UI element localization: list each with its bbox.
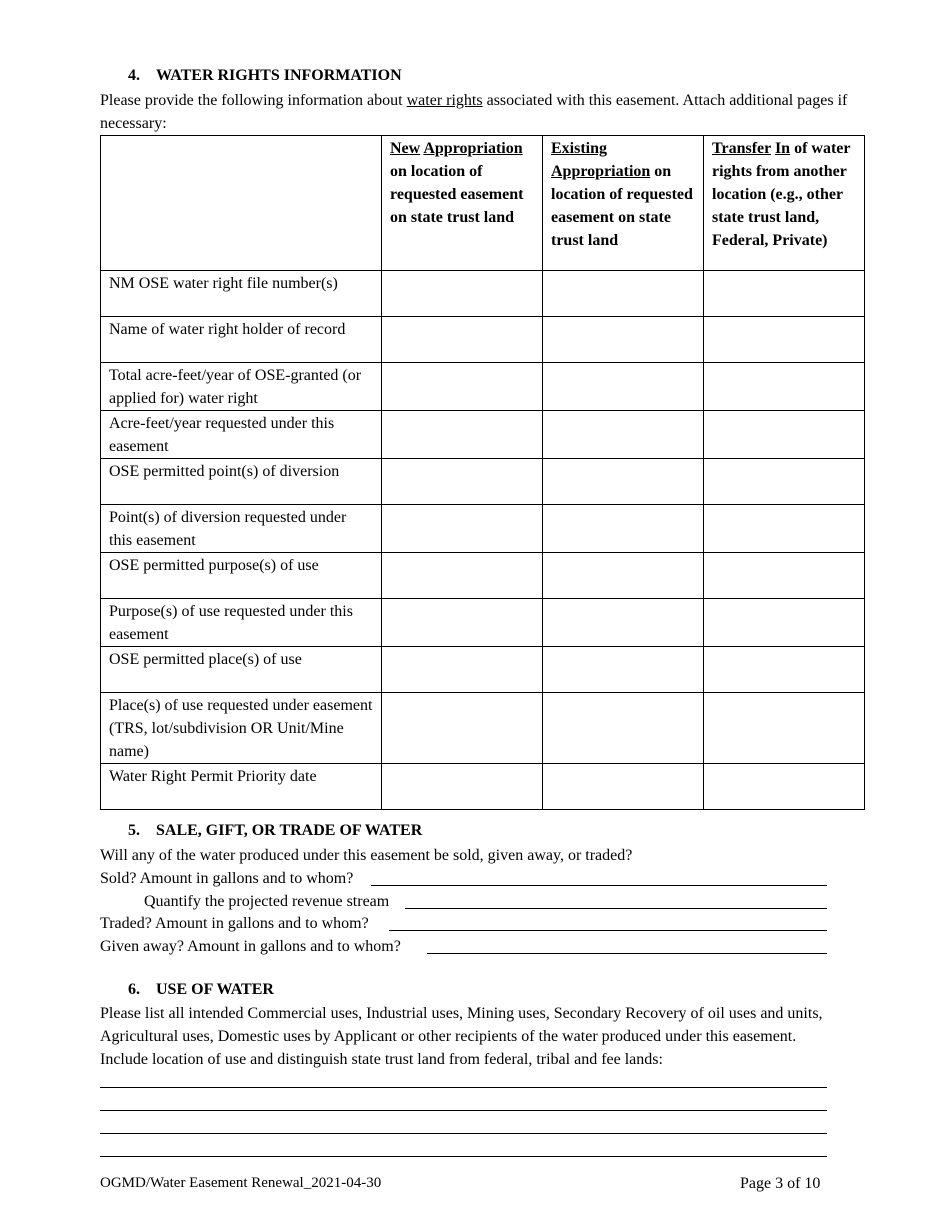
input-cell[interactable]	[543, 764, 704, 810]
table-row	[101, 764, 865, 810]
sold-answer-line[interactable]	[371, 885, 827, 886]
section-6-number: 6.	[128, 981, 140, 998]
table-row	[101, 317, 865, 363]
input-cell[interactable]	[382, 271, 543, 317]
input-cell[interactable]	[382, 459, 543, 505]
given-answer-line[interactable]	[427, 953, 827, 954]
input-cell[interactable]	[382, 599, 543, 647]
input-cell[interactable]	[704, 764, 865, 810]
input-cell[interactable]	[382, 764, 543, 810]
input-cell[interactable]	[382, 647, 543, 693]
section-5-heading	[128, 822, 422, 840]
input-cell[interactable]	[704, 693, 865, 764]
input-cell[interactable]	[382, 411, 543, 459]
section-5-title: SALE, GIFT, OR TRADE OF WATER	[156, 822, 423, 839]
footer-form-id: OGMD/Water Easement Renewal_2021-04-30	[100, 1175, 382, 1191]
table-row	[101, 647, 865, 693]
input-cell[interactable]	[382, 363, 543, 411]
row-label: Water Right Permit Priority date	[101, 764, 382, 810]
table-row	[101, 599, 865, 647]
input-cell[interactable]	[543, 505, 704, 553]
input-cell[interactable]	[704, 553, 865, 599]
section-6-title: USE OF WATER	[156, 981, 274, 998]
use-answer-line[interactable]	[100, 1087, 827, 1088]
footer-page-number: Page 3 of 10	[740, 1175, 821, 1192]
row-label: Place(s) of use requested under easement (TRS, lot/subdivision OR Unit/Mine name)	[101, 693, 382, 764]
header-transfer-in: Transfer In of water rights from another location (e.g., other state trust land, Federal, Private)	[704, 136, 865, 271]
table-row	[101, 411, 865, 459]
header-new-appropriation: New Appropriation on location of requested easement on state trust land	[382, 136, 543, 271]
section-5-number: 5.	[128, 822, 140, 839]
section-5-question: Will any of the water produced under this easement be sold, given away, or traded?	[100, 847, 633, 864]
input-cell[interactable]	[704, 363, 865, 411]
table-header-row	[101, 136, 865, 271]
input-cell[interactable]	[382, 693, 543, 764]
revenue-label: Quantify the projected revenue stream	[144, 893, 390, 910]
row-label: OSE permitted place(s) of use	[101, 647, 382, 693]
row-label: Point(s) of diversion requested under this easement	[101, 505, 382, 553]
section-6-heading	[128, 981, 274, 999]
section-4-number: 4.	[128, 67, 140, 84]
use-answer-line[interactable]	[100, 1133, 827, 1134]
input-cell[interactable]	[543, 459, 704, 505]
section-6-instructions: Please list all intended Commercial uses, Industrial uses, Mining uses, Secondary Recovery of oil uses and units, Agricultural uses, Domestic uses by Applicant or other recipients of the water produced under this easement. Include location of use and distinguish state trust land from federal, tribal and fee lands:	[100, 1005, 823, 1068]
row-label: OSE permitted purpose(s) of use	[101, 553, 382, 599]
use-answer-line[interactable]	[100, 1156, 827, 1157]
given-label: Given away? Amount in gallons and to whom?	[100, 938, 401, 955]
input-cell[interactable]	[382, 317, 543, 363]
input-cell[interactable]	[704, 271, 865, 317]
input-cell[interactable]	[543, 553, 704, 599]
sold-label: Sold? Amount in gallons and to whom?	[100, 870, 354, 887]
input-cell[interactable]	[704, 505, 865, 553]
input-cell[interactable]	[543, 317, 704, 363]
input-cell[interactable]	[543, 647, 704, 693]
table-row	[101, 363, 865, 411]
row-label: Name of water right holder of record	[101, 317, 382, 363]
row-label: Acre-feet/year requested under this easement	[101, 411, 382, 459]
input-cell[interactable]	[704, 411, 865, 459]
input-cell[interactable]	[704, 317, 865, 363]
table-row	[101, 459, 865, 505]
row-label: NM OSE water right file number(s)	[101, 271, 382, 317]
header-existing-appropriation: Existing Appropriation on location of requested easement on state trust land	[543, 136, 704, 271]
traded-answer-line[interactable]	[389, 930, 827, 931]
revenue-answer-line[interactable]	[405, 908, 827, 909]
input-cell[interactable]	[382, 505, 543, 553]
table-row	[101, 553, 865, 599]
input-cell[interactable]	[543, 271, 704, 317]
table-row	[101, 505, 865, 553]
table-row	[101, 271, 865, 317]
input-cell[interactable]	[543, 363, 704, 411]
section-4-intro: Please provide the following information about water rights associated with this easement. Attach additional pages if necessary:	[100, 92, 848, 132]
table-row	[101, 693, 865, 764]
row-label: OSE permitted point(s) of diversion	[101, 459, 382, 505]
input-cell[interactable]	[543, 693, 704, 764]
row-label: Total acre-feet/year of OSE-granted (or applied for) water right	[101, 363, 382, 411]
traded-label: Traded? Amount in gallons and to whom?	[100, 915, 369, 932]
use-answer-line[interactable]	[100, 1110, 827, 1111]
section-4-title: WATER RIGHTS INFORMATION	[156, 67, 402, 84]
input-cell[interactable]	[704, 647, 865, 693]
section-4-heading	[128, 67, 402, 85]
input-cell[interactable]	[704, 599, 865, 647]
row-label: Purpose(s) of use requested under this easement	[101, 599, 382, 647]
water-rights-term: water rights	[406, 92, 483, 109]
input-cell[interactable]	[543, 411, 704, 459]
input-cell[interactable]	[704, 459, 865, 505]
water-rights-table	[100, 135, 865, 810]
input-cell[interactable]	[543, 599, 704, 647]
input-cell[interactable]	[382, 553, 543, 599]
header-blank-cell	[101, 136, 382, 271]
